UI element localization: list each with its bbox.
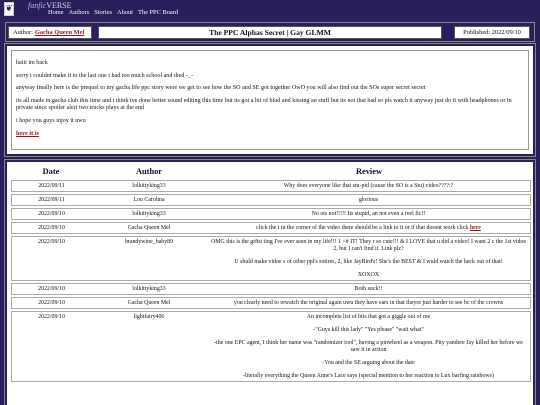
- review-paragraph: [209, 327, 528, 334]
- review-date: 2022/09/10: [11, 297, 91, 309]
- review-row: [11, 222, 531, 234]
- review-paragraph-text: An incomplete list of bits that got a giggle out of me: [306, 313, 431, 320]
- review-paragraph-text: No ots not!!!!! Its stupid, an not even a reel fic!!: [311, 210, 426, 217]
- story-paragraph: i hope you guys injoy it uwu: [16, 117, 86, 124]
- header-review: Review: [355, 167, 383, 176]
- review-text: [207, 222, 531, 234]
- review-paragraph-text: U shuld make vidoe s of other ppl's sotires, 2, like JayBird's! She's the BEST & I wuld watch the heck out of that!: [234, 258, 503, 265]
- author-link[interactable]: Gacha Queen Mel: [34, 29, 85, 36]
- review-paragraph: [209, 259, 528, 266]
- story-body: [11, 50, 529, 150]
- nav-about[interactable]: About: [116, 9, 133, 16]
- review-paragraph-text: OMG this is the gr8st ting I've ever seen in my life!!! 1 <# IT! They r so cute!!! & I LOVE that u did a video! I want 2 c the 1st vidoe 2, but I can't find it. Link plz?: [211, 238, 526, 252]
- story-author-box: [8, 26, 92, 39]
- reviews-panel: [5, 160, 535, 405]
- brand-prefix: fanfic: [28, 1, 47, 10]
- review-paragraph: [209, 300, 528, 307]
- review-paragraph-text: click the i in the corner of the video there should be a link to it or if that doesnt work click: [256, 224, 469, 231]
- review-author: brandywine_baby89: [91, 236, 207, 281]
- header-author: Author: [135, 167, 163, 176]
- nav-home[interactable]: Home: [48, 9, 64, 16]
- review-link[interactable]: here: [469, 224, 481, 231]
- review-paragraph: [209, 211, 528, 218]
- story-paragraph: sorry i couldnt make it to the last one i had too much school and died -_-: [16, 72, 194, 79]
- review-paragraph: [209, 272, 528, 279]
- review-paragraph: [209, 225, 528, 232]
- book-icon: ❦: [5, 3, 13, 14]
- site-logo[interactable]: [4, 2, 14, 16]
- review-text: [207, 194, 531, 206]
- review-row: [11, 297, 531, 309]
- review-text: [207, 297, 531, 309]
- review-author: Lou Carolina: [91, 194, 207, 206]
- review-author: lightfairy406: [91, 311, 207, 382]
- published-date: Published: 2022/09/10: [454, 26, 530, 39]
- nav-stories[interactable]: Stories: [94, 9, 112, 16]
- review-author: lolkittyking33: [91, 208, 207, 220]
- review-paragraph-text: Both suck!!: [354, 285, 383, 292]
- review-date: 2022/09/11: [11, 194, 91, 206]
- brand-name: VERSE: [46, 1, 72, 10]
- review-paragraph: [209, 239, 528, 253]
- review-paragraph: [209, 314, 528, 321]
- reviews-body: [11, 180, 531, 382]
- story-paragraph: its all made in gacha club this time and i think ive done better sound editing this time but its got a bit of blud and kissing an stuff but its not that bad so pls watch it anyway just do it with headphones or in private since spoiler alert two trucks plays at the end: [16, 97, 512, 111]
- main-nav: [48, 9, 183, 16]
- review-author: lolkittyking33: [91, 283, 207, 295]
- review-paragraph-text: glorious: [358, 196, 379, 203]
- story-paragraph: anyway finally here is the prequel to my gacha life ppc story were we get to see how the SO and SE got together OwO you will also find out the SOs super secret secret: [16, 85, 426, 91]
- review-row: [11, 236, 531, 281]
- review-paragraph-text: -You and the SE arguing about the date: [322, 359, 415, 366]
- review-date: 2022/09/10: [11, 283, 91, 295]
- story-header: [5, 22, 535, 42]
- review-paragraph: [209, 360, 528, 367]
- story-title: The PPC Alphas Secret | Gay GLMM: [98, 26, 442, 39]
- review-date: 2022/09/10: [11, 222, 91, 234]
- nav-ppc-board[interactable]: The PPC Board: [137, 9, 179, 16]
- review-date: 2022/09/10: [11, 208, 91, 220]
- story-link-row: [16, 130, 524, 139]
- reviews-table: [11, 164, 531, 384]
- review-date: 2022/09/10: [11, 236, 91, 281]
- review-text: [207, 180, 531, 192]
- review-row: [11, 180, 531, 192]
- review-text: [207, 283, 531, 295]
- review-date: 2022/09/11: [11, 180, 91, 192]
- review-paragraph-text: Why does everyone like that stu-pid (cause the SO is a Stu) video????:?: [283, 182, 454, 189]
- review-author: Gacha Queen Mel: [91, 297, 207, 309]
- review-paragraph-text: -the one EPC agent, I think her name was "randomizer tool", having a pinwheel as a weapon. Pity yandere Jay killed her before we saw it in action: [214, 339, 523, 353]
- review-paragraph: [209, 183, 528, 190]
- review-author: Gacha Queen Mel: [91, 222, 207, 234]
- review-author: lolkittyking33: [91, 180, 207, 192]
- video-link[interactable]: here it is: [16, 130, 39, 137]
- author-label: Author:: [13, 29, 33, 36]
- reviews-header-row: [11, 166, 531, 178]
- review-row: [11, 208, 531, 220]
- review-text: [207, 236, 531, 281]
- review-paragraph-text: XOXOX: [357, 271, 380, 278]
- review-paragraph: [209, 373, 528, 380]
- review-date: 2022/09/10: [11, 311, 91, 382]
- review-paragraph: [209, 197, 528, 204]
- review-text: [207, 208, 531, 220]
- review-paragraph-text: -"Guys kill this lady" "Yes please" "wait what": [313, 326, 424, 333]
- nav-authors[interactable]: Authors: [68, 9, 90, 16]
- story-paragraph: haiii im back: [16, 60, 48, 66]
- review-row: [11, 311, 531, 382]
- review-paragraph-text: -literally everything the Queen Anne's Lace says (special mention to her reaction to Lux barfing rainbows): [243, 372, 494, 379]
- review-paragraph: [209, 340, 528, 354]
- review-paragraph-text: you clearly need to rewatch the original again uwu they have ears in that theyre just harder to see bc of the crowns: [233, 299, 504, 306]
- site-header: [0, 0, 540, 19]
- review-paragraph: [209, 286, 528, 293]
- story-body-panel: [5, 44, 535, 156]
- review-row: [11, 194, 531, 206]
- review-text: [207, 311, 531, 382]
- header-date: Date: [42, 167, 60, 176]
- review-row: [11, 283, 531, 295]
